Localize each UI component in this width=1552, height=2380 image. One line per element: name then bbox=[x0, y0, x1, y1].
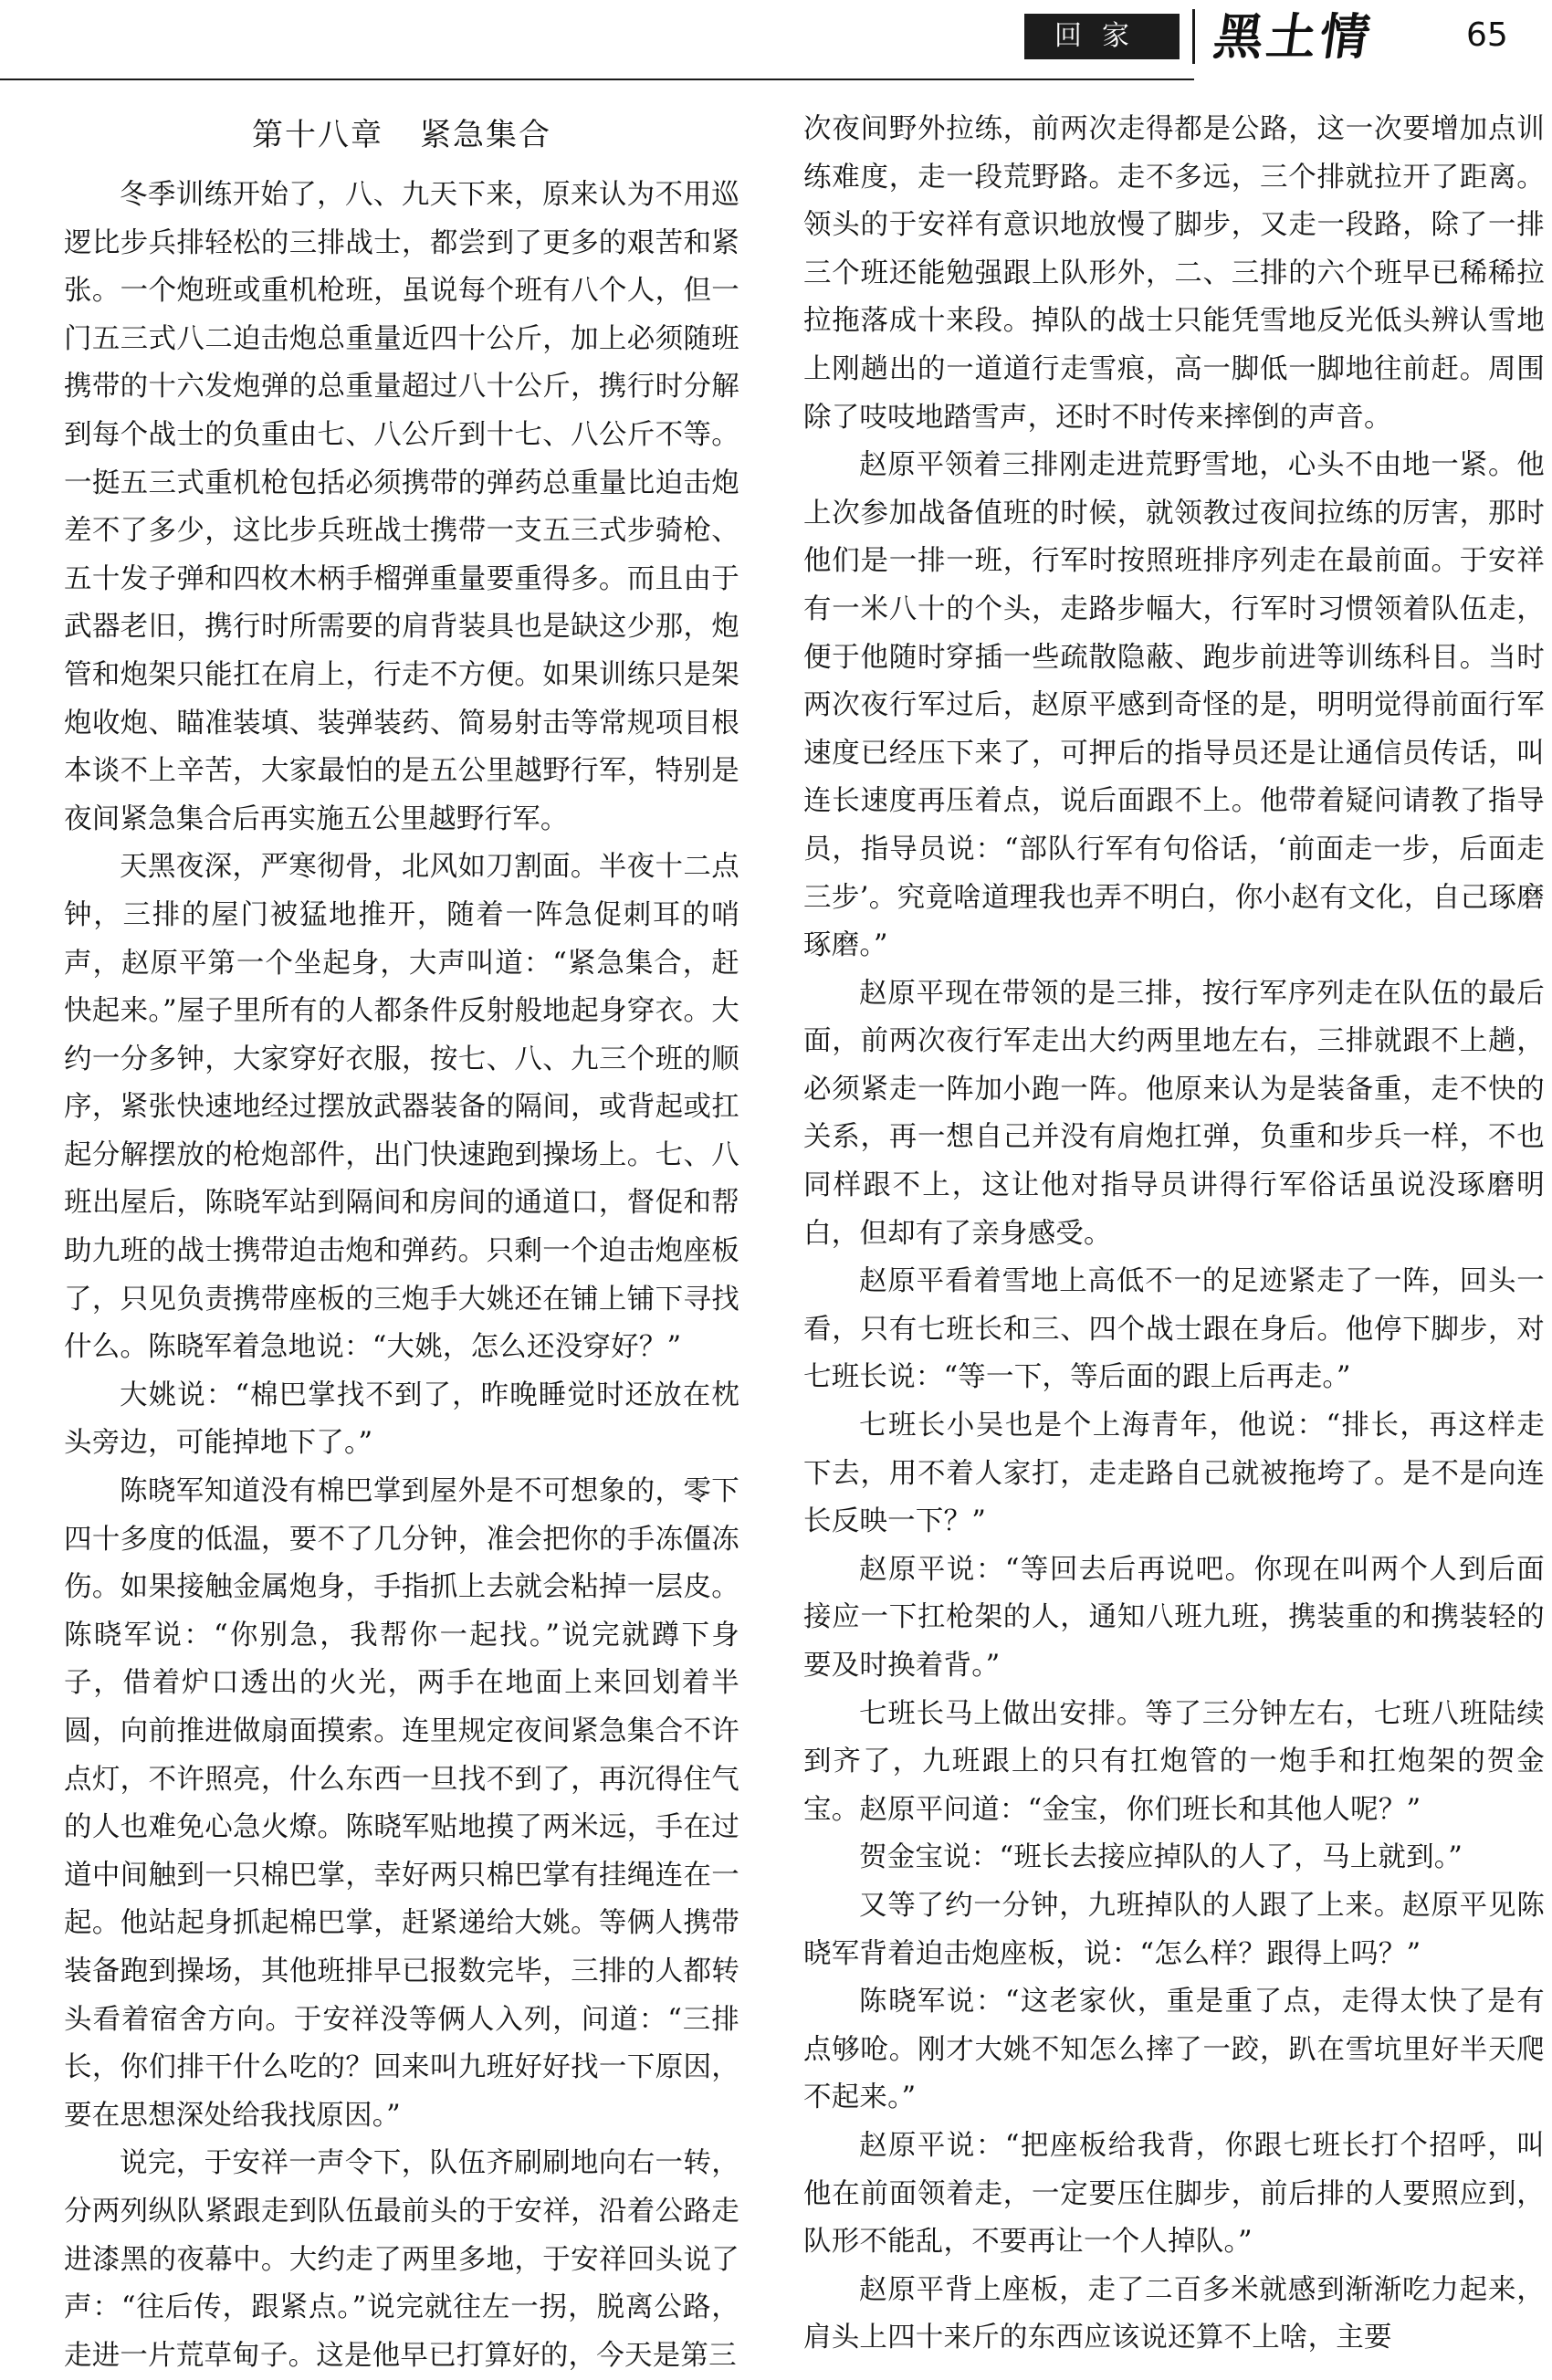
paragraph: 天黑夜深，严寒彻骨，北风如刀割面。半夜十二点钟，三排的屋门被猛地推开，随着一阵急促刺耳的哨声，赵原平第一个坐起身，大声叫道：“紧急集合，赶快起来。”屋子里所有的人都条件反射般地起身穿衣。大约一分多钟，大家穿好衣服，按七、八、九三个班的顺序，紧张快速地经过摆放武器装备的隔间，或背起或扛起分解摆放的枪炮部件，出门快速跑到操场上。七、八班出屋后，陈晓军站到隔间和房间的通道口，督促和帮助九班的战士携带迫击炮和弹药。只剩一个迫击炮座板了，只见负责携带座板的三炮手大姚还在铺上铺下寻找什么。陈晓军着急地说：“大姚，怎么还没穿好？” bbox=[64, 851, 739, 1364]
running-header-section: 回家 bbox=[1024, 14, 1180, 59]
paragraph: 赵原平说：“把座板给我背，你跟七班长打个招呼，叫他在前面领着走，一定要压住脚步，前后排的人要照应到，队形不能乱，不要再让一个人掉队。” bbox=[803, 2129, 1545, 2259]
header-rule bbox=[0, 79, 1194, 80]
paragraph: 赵原平领着三排刚走进荒野雪地，心头不由地一紧。他上次参加战备值班的时候，就领教过夜间拉练的厉害，那时他们是一排一班，行军时按照班排序列走在最前面。于安祥有一米八十的个头，走路步幅大，行军时习惯领着队伍走，便于他随时穿插一些疏散隐蔽、跑步前进等训练科目。当时两次夜行军过后，赵原平感到奇怪的是，明明觉得前面行军速度已经压下来了，可押后的指导员还是让通信员传话，叫连长速度再压着点，说后面跟不上。他带着疑问请教了指导员，指导员说：“部队行军有句俗话，‘前面走一步，后面走三步’。究竟啥道理我也弄不明白，你小赵有文化，自己琢磨琢磨。” bbox=[803, 449, 1545, 962]
paragraph: 赵原平背上座板，走了二百多米就感到渐渐吃力起来，肩头上四十来斤的东西应该说还算不上啥，主要 bbox=[803, 2273, 1545, 2354]
header-divider bbox=[1192, 9, 1195, 64]
paragraph: 赵原平看着雪地上高低不一的足迹紧走了一阵，回头一看，只有七班长和三、四个战士跟在身后。他停下脚步，对七班长说：“等一下，等后面的跟上后再走。” bbox=[803, 1265, 1545, 1394]
paragraph: 冬季训练开始了，八、九天下来，原来认为不用巡逻比步兵排轻松的三排战士，都尝到了更多的艰苦和紧张。一个炮班或重机枪班，虽说每个班有八个人，但一门五三式八二迫击炮总重量近四十公斤，加上必须随班携带的十六发炮弹的总重量超过八十公斤，携行时分解到每个战士的负重由七、八公斤到十七、八公斤不等。一挺五三式重机枪包括必须携带的弹药总重量比迫击炮差不了多少，这比步兵班战士携带一支五三式步骑枪、五十发子弹和四枚木柄手榴弹重量要重得多。而且由于武器老旧，携行时所需要的肩背装具也是缺这少那，炮管和炮架只能扛在肩上，行走不方便。如果训练只是架炮收炮、瞄准装填、装弹装药、简易射击等常规项目根本谈不上辛苦，大家最怕的是五公里越野行军，特别是夜间紧急集合后再实施五公里越野行军。 bbox=[64, 179, 739, 835]
left-column bbox=[64, 106, 739, 2372]
right-column bbox=[803, 106, 1545, 2354]
paragraph: 七班长马上做出安排。等了三分钟左右，七班八班陆续到齐了，九班跟上的只有扛炮管的一炮手和扛炮架的贺金宝。赵原平问道：“金宝，你们班长和其他人呢？” bbox=[803, 1697, 1545, 1826]
paragraph: 七班长小吴也是个上海青年，他说：“排长，再这样走下去，用不着人家打，走走路自己就被拖垮了。是不是向连长反映一下？” bbox=[803, 1410, 1545, 1538]
chapter-title bbox=[64, 106, 739, 164]
paragraph: 大姚说：“棉巴掌找不到了，昨晚睡觉时还放在枕头旁边，可能掉地下了。” bbox=[64, 1379, 739, 1460]
paragraph: 贺金宝说：“班长去接应掉队的人了，马上就到。” bbox=[859, 1841, 1463, 1874]
paragraph: 赵原平现在带领的是三排，按行军序列走在队伍的最后面，前两次夜行军走出大约两里地左右，三排就跟不上趟，必须紧走一阵加小跑一阵。他原来认为是装备重，走不快的关系，再一想自己并没有肩炮扛弹，负重和步兵一样，不也同样跟不上，这让他对指导员讲得行军俗话虽说没琢磨明白，但却有了亲身感受。 bbox=[803, 977, 1545, 1250]
paragraph: 赵原平说：“等回去后再说吧。你现在叫两个人到后面接应一下扛枪架的人，通知八班九班，携装重的和携装轻的要及时换着背。” bbox=[803, 1553, 1545, 1682]
magazine-title-logo: 黑土情 bbox=[1210, 7, 1378, 66]
chapter-number: 第十八章 bbox=[252, 117, 383, 153]
paragraph: 说完，于安祥一声令下，队伍齐刷刷地向右一转，分两列纵队紧跟走到队伍最前头的于安祥，沿着公路走进漆黑的夜幕中。大约走了两里多地，于安祥回头说了声：“往后传，跟紧点。”说完就往左一拐，脱离公路，走进一片荒草甸子。这是他早已打算好的，今天是第三 bbox=[64, 2147, 739, 2372]
paragraph: 陈晓军知道没有棉巴掌到屋外是不可想象的，零下四十多度的低温，要不了几分钟，准会把你的手冻僵冻伤。如果接触金属炮身，手指抓上去就会粘掉一层皮。陈晓军说：“你别急，我帮你一起找。”说完就蹲下身子，借着炉口透出的火光，两手在地面上来回划着半圆，向前推进做扇面摸索。连里规定夜间紧急集合不许点灯，不许照亮，什么东西一旦找不到了，再沉得住气的人也难免心急火燎。陈晓军贴地摸了两米远，手在过道中间触到一只棉巴掌，幸好两只棉巴掌有挂绳连在一起。他站起身抓起棉巴掌，赶紧递给大姚。等俩人携带装备跑到操场，其他班排早已报数完毕，三排的人都转头看着宿舍方向。于安祥没等俩人入列，问道：“三排长，你们排干什么吃的？回来叫九班好好找一下原因，要在思想深处给我找原因。” bbox=[64, 1475, 739, 2132]
chapter-name: 紧急集合 bbox=[420, 117, 551, 153]
paragraph: 又等了约一分钟，九班掉队的人跟了上来。赵原平见陈晓军背着迫击炮座板，说：“怎么样？跟得上吗？” bbox=[803, 1889, 1545, 1970]
page-number: 65 bbox=[1466, 16, 1508, 54]
paragraph-continued: 次夜间野外拉练，前两次走得都是公路，这一次要增加点训练难度，走一段荒野路。走不多远，三个排就拉开了距离。领头的于安祥有意识地放慢了脚步，又走一段路，除了一排三个班还能勉强跟上队形外，二、三排的六个班早已稀稀拉拉拖落成十来段。掉队的战士只能凭雪地反光低头辨认雪地上刚趟出的一道道行走雪痕，高一脚低一脚地往前赶。周围除了吱吱地踏雪声，还时不时传来摔倒的声音。 bbox=[803, 113, 1545, 434]
paragraph: 陈晓军说：“这老家伙，重是重了点，走得太快了是有点够呛。刚才大姚不知怎么摔了一跤，趴在雪坑里好半天爬不起来。” bbox=[803, 1986, 1545, 2114]
